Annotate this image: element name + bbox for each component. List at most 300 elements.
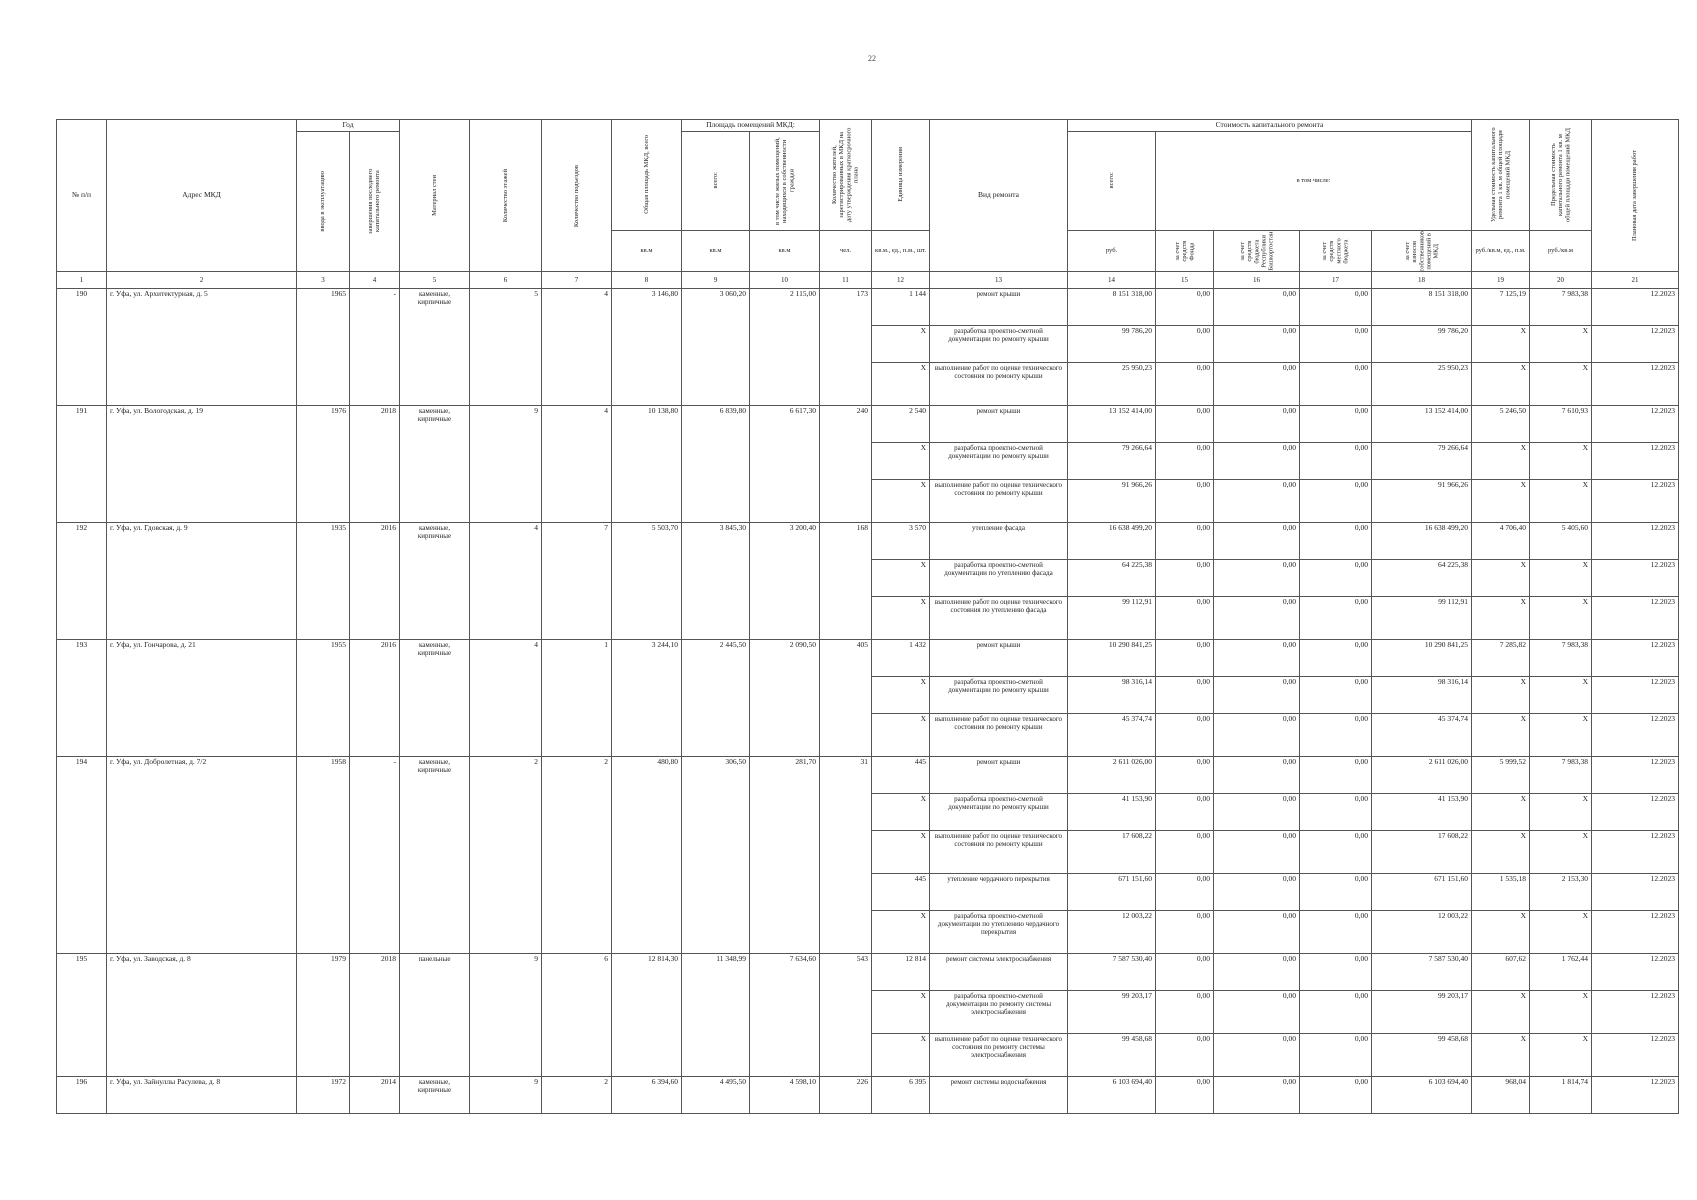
work-cost-owners: 25 950,23 bbox=[1372, 363, 1472, 406]
work-plan-date: 12.2023 bbox=[1592, 1077, 1679, 1114]
work-plan-date: 12.2023 bbox=[1592, 677, 1679, 714]
hdr-cost-total: всего: bbox=[1068, 131, 1156, 230]
unit-9: кв.м bbox=[682, 230, 750, 272]
work-unit-cost: X bbox=[1472, 1034, 1530, 1077]
work-plan-date: 12.2023 bbox=[1592, 954, 1679, 991]
row-year-built: 1958 bbox=[297, 757, 350, 954]
work-cost-republic: 0,00 bbox=[1214, 640, 1300, 677]
work-plan-date: 12.2023 bbox=[1592, 523, 1679, 560]
work-limit-cost: X bbox=[1530, 597, 1592, 640]
work-unit-cost: 4 706,40 bbox=[1472, 523, 1530, 560]
work-limit-cost: 1 762,44 bbox=[1530, 954, 1592, 991]
work-cost-total: 12 003,22 bbox=[1068, 911, 1156, 954]
work-cost-owners: 6 103 694,40 bbox=[1372, 1077, 1472, 1114]
work-unit-cost: 5 246,50 bbox=[1472, 406, 1530, 443]
work-type: разработка проектно-сметной документации по ремонту крыши bbox=[930, 677, 1068, 714]
row-entrances: 2 bbox=[542, 757, 612, 954]
work-cost-fund: 0,00 bbox=[1156, 991, 1214, 1034]
hdr-num: № п/п bbox=[57, 120, 107, 272]
hdr-cost-including: в том числе: bbox=[1156, 131, 1472, 230]
hdr-entrances: Количество подъездов bbox=[542, 120, 612, 272]
work-unit: X bbox=[872, 911, 930, 954]
work-limit-cost: 2 153,30 bbox=[1530, 874, 1592, 911]
row-entrances: 2 bbox=[542, 1077, 612, 1114]
row-area-total: 3 244,10 bbox=[612, 640, 682, 757]
unit-20: руб./кв.м bbox=[1530, 230, 1592, 272]
work-unit: X bbox=[872, 714, 930, 757]
work-type: ремонт системы электроснабжения bbox=[930, 954, 1068, 991]
work-unit-cost: 1 535,18 bbox=[1472, 874, 1530, 911]
work-unit: X bbox=[872, 560, 930, 597]
work-plan-date: 12.2023 bbox=[1592, 640, 1679, 677]
work-limit-cost: X bbox=[1530, 911, 1592, 954]
row-number: 195 bbox=[57, 954, 107, 1077]
row-residents: 173 bbox=[820, 289, 872, 406]
work-cost-total: 16 638 499,20 bbox=[1068, 523, 1156, 560]
row-premises-total: 3 060,20 bbox=[682, 289, 750, 406]
work-cost-total: 2 611 026,00 bbox=[1068, 757, 1156, 794]
hdr-unit-cost: Удельная стоимость капитального ремонта 1 кв. м общей площади помещений МКД bbox=[1472, 120, 1530, 231]
work-unit-cost: 7 285,82 bbox=[1472, 640, 1530, 677]
col-number: 17 bbox=[1300, 272, 1372, 289]
work-plan-date: 12.2023 bbox=[1592, 363, 1679, 406]
capital-repair-table bbox=[56, 119, 1679, 1114]
work-plan-date: 12.2023 bbox=[1592, 560, 1679, 597]
work-cost-local: 0,00 bbox=[1300, 831, 1372, 874]
row-premises-res: 2 090,50 bbox=[750, 640, 820, 757]
row-area-total: 12 814,30 bbox=[612, 954, 682, 1077]
work-cost-republic: 0,00 bbox=[1214, 757, 1300, 794]
work-cost-local: 0,00 bbox=[1300, 326, 1372, 363]
work-plan-date: 12.2023 bbox=[1592, 597, 1679, 640]
work-cost-owners: 7 587 530,40 bbox=[1372, 954, 1472, 991]
work-cost-owners: 98 316,14 bbox=[1372, 677, 1472, 714]
work-cost-owners: 671 151,60 bbox=[1372, 874, 1472, 911]
work-plan-date: 12.2023 bbox=[1592, 911, 1679, 954]
col-number: 12 bbox=[872, 272, 930, 289]
row-year-built: 1972 bbox=[297, 1077, 350, 1114]
work-limit-cost: X bbox=[1530, 794, 1592, 831]
work-unit: 12 814 bbox=[872, 954, 930, 991]
work-cost-total: 41 153,90 bbox=[1068, 794, 1156, 831]
hdr-unit: Единица измерения bbox=[872, 120, 930, 231]
work-cost-owners: 10 290 841,25 bbox=[1372, 640, 1472, 677]
col-number: 1 bbox=[57, 272, 107, 289]
work-unit: X bbox=[872, 363, 930, 406]
work-cost-republic: 0,00 bbox=[1214, 714, 1300, 757]
row-year-repair: - bbox=[350, 757, 400, 954]
work-unit-cost: X bbox=[1472, 597, 1530, 640]
table-row bbox=[57, 289, 1679, 326]
row-floors: 2 bbox=[470, 757, 542, 954]
work-cost-total: 45 374,74 bbox=[1068, 714, 1156, 757]
work-limit-cost: X bbox=[1530, 363, 1592, 406]
work-cost-republic: 0,00 bbox=[1214, 406, 1300, 443]
work-unit-cost: 607,62 bbox=[1472, 954, 1530, 991]
work-cost-local: 0,00 bbox=[1300, 757, 1372, 794]
work-cost-fund: 0,00 bbox=[1156, 954, 1214, 991]
work-cost-local: 0,00 bbox=[1300, 443, 1372, 480]
work-cost-local: 0,00 bbox=[1300, 874, 1372, 911]
row-floors: 5 bbox=[470, 289, 542, 406]
work-cost-total: 99 203,17 bbox=[1068, 991, 1156, 1034]
work-plan-date: 12.2023 bbox=[1592, 326, 1679, 363]
work-unit-cost: X bbox=[1472, 677, 1530, 714]
work-unit-cost: X bbox=[1472, 714, 1530, 757]
work-cost-local: 0,00 bbox=[1300, 954, 1372, 991]
work-cost-total: 99 112,91 bbox=[1068, 597, 1156, 640]
work-type: разработка проектно-сметной документации по утеплению чердачного перекрытия bbox=[930, 911, 1068, 954]
col-number: 6 bbox=[470, 272, 542, 289]
work-limit-cost: 7 983,38 bbox=[1530, 640, 1592, 677]
work-cost-local: 0,00 bbox=[1300, 523, 1372, 560]
col-number: 18 bbox=[1372, 272, 1472, 289]
row-premises-total: 4 495,50 bbox=[682, 1077, 750, 1114]
hdr-year-repair: завершения последнего капитального ремонта bbox=[350, 131, 400, 272]
work-cost-owners: 8 151 318,00 bbox=[1372, 289, 1472, 326]
work-cost-fund: 0,00 bbox=[1156, 1034, 1214, 1077]
hdr-premises-res: в том числе жилых помещений, находящихся в собственности граждан bbox=[750, 131, 820, 230]
work-cost-owners: 99 203,17 bbox=[1372, 991, 1472, 1034]
row-address: г. Уфа, ул. Вологодская, д. 19 bbox=[107, 406, 297, 523]
row-premises-res: 4 598,10 bbox=[750, 1077, 820, 1114]
hdr-cost-owners: за счет взносов собственников помещений в МКД bbox=[1372, 230, 1472, 272]
work-cost-owners: 16 638 499,20 bbox=[1372, 523, 1472, 560]
work-cost-fund: 0,00 bbox=[1156, 480, 1214, 523]
work-cost-fund: 0,00 bbox=[1156, 289, 1214, 326]
row-year-repair: 2018 bbox=[350, 954, 400, 1077]
hdr-premises: Площадь помещений МКД: bbox=[682, 120, 820, 132]
work-cost-republic: 0,00 bbox=[1214, 954, 1300, 991]
row-floors: 9 bbox=[470, 954, 542, 1077]
row-year-repair: - bbox=[350, 289, 400, 406]
work-type: выполнение работ по оценке технического состояния по утеплению фасада bbox=[930, 597, 1068, 640]
work-cost-total: 99 458,68 bbox=[1068, 1034, 1156, 1077]
hdr-cost-republic: за счет средств бюджета Республики Башкортостан bbox=[1214, 230, 1300, 272]
row-entrances: 6 bbox=[542, 954, 612, 1077]
work-limit-cost: X bbox=[1530, 714, 1592, 757]
work-limit-cost: X bbox=[1530, 991, 1592, 1034]
row-number: 194 bbox=[57, 757, 107, 954]
work-cost-owners: 64 225,38 bbox=[1372, 560, 1472, 597]
work-limit-cost: X bbox=[1530, 677, 1592, 714]
work-plan-date: 12.2023 bbox=[1592, 289, 1679, 326]
work-unit-cost: X bbox=[1472, 831, 1530, 874]
row-premises-res: 281,70 bbox=[750, 757, 820, 954]
work-cost-local: 0,00 bbox=[1300, 640, 1372, 677]
row-year-repair: 2014 bbox=[350, 1077, 400, 1114]
work-unit: X bbox=[872, 794, 930, 831]
row-number: 192 bbox=[57, 523, 107, 640]
work-cost-republic: 0,00 bbox=[1214, 289, 1300, 326]
work-cost-total: 64 225,38 bbox=[1068, 560, 1156, 597]
work-type: ремонт крыши bbox=[930, 640, 1068, 677]
work-cost-republic: 0,00 bbox=[1214, 911, 1300, 954]
work-cost-republic: 0,00 bbox=[1214, 363, 1300, 406]
work-unit-cost: X bbox=[1472, 326, 1530, 363]
col-number: 14 bbox=[1068, 272, 1156, 289]
work-cost-total: 671 151,60 bbox=[1068, 874, 1156, 911]
work-type: разработка проектно-сметной документации по ремонту системы электроснабжения bbox=[930, 991, 1068, 1034]
row-premises-total: 3 845,30 bbox=[682, 523, 750, 640]
work-unit: X bbox=[872, 443, 930, 480]
row-residents: 168 bbox=[820, 523, 872, 640]
table-row bbox=[57, 1077, 1679, 1114]
work-type: разработка проектно-сметной документации по ремонту крыши bbox=[930, 794, 1068, 831]
work-cost-owners: 99 112,91 bbox=[1372, 597, 1472, 640]
work-cost-local: 0,00 bbox=[1300, 991, 1372, 1034]
work-limit-cost: 7 983,38 bbox=[1530, 757, 1592, 794]
hdr-cost: Стоимость капитального ремонта bbox=[1068, 120, 1472, 132]
work-cost-total: 13 152 414,00 bbox=[1068, 406, 1156, 443]
work-type: разработка проектно-сметной документации по ремонту крыши bbox=[930, 326, 1068, 363]
work-unit: X bbox=[872, 480, 930, 523]
row-material: каменные, кирпичные bbox=[400, 523, 470, 640]
work-unit-cost: 5 999,52 bbox=[1472, 757, 1530, 794]
work-plan-date: 12.2023 bbox=[1592, 991, 1679, 1034]
work-cost-local: 0,00 bbox=[1300, 1077, 1372, 1114]
row-residents: 240 bbox=[820, 406, 872, 523]
row-area-total: 6 394,60 bbox=[612, 1077, 682, 1114]
row-material: каменные, кирпичные bbox=[400, 757, 470, 954]
work-cost-local: 0,00 bbox=[1300, 560, 1372, 597]
work-plan-date: 12.2023 bbox=[1592, 480, 1679, 523]
table-header bbox=[57, 120, 1679, 289]
work-plan-date: 12.2023 bbox=[1592, 406, 1679, 443]
row-address: г. Уфа, ул. Заводская, д. 8 bbox=[107, 954, 297, 1077]
work-cost-owners: 79 266,64 bbox=[1372, 443, 1472, 480]
work-cost-local: 0,00 bbox=[1300, 677, 1372, 714]
col-number: 16 bbox=[1214, 272, 1300, 289]
work-cost-republic: 0,00 bbox=[1214, 480, 1300, 523]
row-year-repair: 2016 bbox=[350, 523, 400, 640]
work-cost-owners: 17 608,22 bbox=[1372, 831, 1472, 874]
work-limit-cost: 1 814,74 bbox=[1530, 1077, 1592, 1114]
unit-12: кв.м., ед., п.м., шт. bbox=[872, 230, 930, 272]
work-plan-date: 12.2023 bbox=[1592, 794, 1679, 831]
work-unit-cost: X bbox=[1472, 480, 1530, 523]
work-cost-republic: 0,00 bbox=[1214, 443, 1300, 480]
work-unit: X bbox=[872, 1034, 930, 1077]
work-cost-total: 79 266,64 bbox=[1068, 443, 1156, 480]
row-material: каменные, кирпичные bbox=[400, 640, 470, 757]
work-plan-date: 12.2023 bbox=[1592, 443, 1679, 480]
hdr-material: Материал стен bbox=[400, 120, 470, 272]
row-material: каменные, кирпичные bbox=[400, 406, 470, 523]
work-cost-republic: 0,00 bbox=[1214, 831, 1300, 874]
work-cost-republic: 0,00 bbox=[1214, 523, 1300, 560]
work-cost-owners: 91 966,26 bbox=[1372, 480, 1472, 523]
work-cost-republic: 0,00 bbox=[1214, 794, 1300, 831]
work-type: выполнение работ по оценке технического состояния по ремонту крыши bbox=[930, 831, 1068, 874]
row-area-total: 480,80 bbox=[612, 757, 682, 954]
work-cost-owners: 45 374,74 bbox=[1372, 714, 1472, 757]
work-cost-republic: 0,00 bbox=[1214, 991, 1300, 1034]
hdr-premises-total: всего: bbox=[682, 131, 750, 230]
work-cost-fund: 0,00 bbox=[1156, 363, 1214, 406]
work-unit-cost: X bbox=[1472, 991, 1530, 1034]
work-unit: X bbox=[872, 597, 930, 640]
work-plan-date: 12.2023 bbox=[1592, 874, 1679, 911]
work-unit-cost: X bbox=[1472, 794, 1530, 831]
page-number: 22 bbox=[868, 54, 876, 63]
work-cost-total: 99 786,20 bbox=[1068, 326, 1156, 363]
work-type: ремонт системы водоснабжения bbox=[930, 1077, 1068, 1114]
row-premises-res: 6 617,30 bbox=[750, 406, 820, 523]
row-year-repair: 2018 bbox=[350, 406, 400, 523]
row-address: г. Уфа, ул. Добролетная, д. 7/2 bbox=[107, 757, 297, 954]
work-cost-total: 17 608,22 bbox=[1068, 831, 1156, 874]
row-floors: 4 bbox=[470, 523, 542, 640]
row-residents: 226 bbox=[820, 1077, 872, 1114]
work-cost-republic: 0,00 bbox=[1214, 677, 1300, 714]
work-cost-republic: 0,00 bbox=[1214, 874, 1300, 911]
work-unit: X bbox=[872, 991, 930, 1034]
work-cost-fund: 0,00 bbox=[1156, 597, 1214, 640]
work-cost-local: 0,00 bbox=[1300, 1034, 1372, 1077]
work-cost-fund: 0,00 bbox=[1156, 677, 1214, 714]
work-limit-cost: X bbox=[1530, 443, 1592, 480]
row-area-total: 10 138,80 bbox=[612, 406, 682, 523]
row-area-total: 3 146,80 bbox=[612, 289, 682, 406]
work-unit: 1 144 bbox=[872, 289, 930, 326]
work-cost-owners: 99 786,20 bbox=[1372, 326, 1472, 363]
unit-8: кв.м bbox=[612, 230, 682, 272]
work-cost-fund: 0,00 bbox=[1156, 831, 1214, 874]
col-number: 21 bbox=[1592, 272, 1679, 289]
unit-11: чел. bbox=[820, 230, 872, 272]
work-cost-republic: 0,00 bbox=[1214, 1077, 1300, 1114]
row-area-total: 5 503,70 bbox=[612, 523, 682, 640]
work-cost-local: 0,00 bbox=[1300, 597, 1372, 640]
row-entrances: 4 bbox=[542, 289, 612, 406]
unit-10: кв.м bbox=[750, 230, 820, 272]
hdr-cost-local: за счет средств местного бюджета bbox=[1300, 230, 1372, 272]
work-cost-local: 0,00 bbox=[1300, 406, 1372, 443]
unit-14: руб. bbox=[1068, 230, 1156, 272]
col-number: 2 bbox=[107, 272, 297, 289]
row-number: 196 bbox=[57, 1077, 107, 1114]
work-unit: 3 570 bbox=[872, 523, 930, 560]
work-unit: 1 432 bbox=[872, 640, 930, 677]
row-address: г. Уфа, ул. Зайнуллы Расулева, д. 8 bbox=[107, 1077, 297, 1114]
work-unit-cost: X bbox=[1472, 443, 1530, 480]
work-cost-fund: 0,00 bbox=[1156, 874, 1214, 911]
hdr-residents: Количество жителей, зарегистрированных в МКД на дату утверждения краткосрочного плана bbox=[820, 120, 872, 231]
work-unit: 445 bbox=[872, 874, 930, 911]
work-type: ремонт крыши bbox=[930, 406, 1068, 443]
table-row bbox=[57, 523, 1679, 560]
work-type: выполнение работ по оценке технического состояния по ремонту крыши bbox=[930, 714, 1068, 757]
hdr-address: Адрес МКД bbox=[107, 120, 297, 272]
row-premises-res: 2 115,00 bbox=[750, 289, 820, 406]
row-entrances: 4 bbox=[542, 406, 612, 523]
row-premises-total: 306,50 bbox=[682, 757, 750, 954]
row-premises-total: 11 348,99 bbox=[682, 954, 750, 1077]
work-plan-date: 12.2023 bbox=[1592, 757, 1679, 794]
hdr-cost-fund: за счет средств Фонда bbox=[1156, 230, 1214, 272]
row-material: панельные bbox=[400, 954, 470, 1077]
work-limit-cost: X bbox=[1530, 326, 1592, 363]
row-year-built: 1976 bbox=[297, 406, 350, 523]
col-number: 3 bbox=[297, 272, 350, 289]
hdr-work-type: Вид ремонта bbox=[930, 120, 1068, 272]
work-limit-cost: X bbox=[1530, 560, 1592, 597]
work-cost-owners: 13 152 414,00 bbox=[1372, 406, 1472, 443]
row-floors: 9 bbox=[470, 1077, 542, 1114]
row-premises-total: 2 445,50 bbox=[682, 640, 750, 757]
work-cost-total: 91 966,26 bbox=[1068, 480, 1156, 523]
col-number: 8 bbox=[612, 272, 682, 289]
col-number: 13 bbox=[930, 272, 1068, 289]
work-unit: 445 bbox=[872, 757, 930, 794]
table-row bbox=[57, 954, 1679, 991]
table-body bbox=[57, 289, 1679, 1114]
row-entrances: 1 bbox=[542, 640, 612, 757]
work-cost-total: 6 103 694,40 bbox=[1068, 1077, 1156, 1114]
hdr-year: Год bbox=[297, 120, 400, 132]
row-address: г. Уфа, ул. Гончарова, д. 21 bbox=[107, 640, 297, 757]
work-cost-republic: 0,00 bbox=[1214, 560, 1300, 597]
col-number: 20 bbox=[1530, 272, 1592, 289]
work-cost-fund: 0,00 bbox=[1156, 757, 1214, 794]
col-number: 9 bbox=[682, 272, 750, 289]
table-row bbox=[57, 406, 1679, 443]
work-cost-local: 0,00 bbox=[1300, 363, 1372, 406]
table-row bbox=[57, 640, 1679, 677]
work-cost-fund: 0,00 bbox=[1156, 443, 1214, 480]
work-limit-cost: 7 610,93 bbox=[1530, 406, 1592, 443]
work-unit-cost: X bbox=[1472, 560, 1530, 597]
work-type: утепление фасада bbox=[930, 523, 1068, 560]
work-limit-cost: X bbox=[1530, 480, 1592, 523]
row-premises-res: 7 634,60 bbox=[750, 954, 820, 1077]
work-type: выполнение работ по оценке технического состояния по ремонту крыши bbox=[930, 363, 1068, 406]
work-type: ремонт крыши bbox=[930, 757, 1068, 794]
work-unit: X bbox=[872, 326, 930, 363]
work-cost-republic: 0,00 bbox=[1214, 326, 1300, 363]
work-plan-date: 12.2023 bbox=[1592, 1034, 1679, 1077]
work-type: выполнение работ по оценке технического состояния по ремонту крыши bbox=[930, 480, 1068, 523]
row-address: г. Уфа, ул. Архитектурная, д. 5 bbox=[107, 289, 297, 406]
col-number: 19 bbox=[1472, 272, 1530, 289]
row-number: 191 bbox=[57, 406, 107, 523]
row-residents: 543 bbox=[820, 954, 872, 1077]
work-cost-owners: 12 003,22 bbox=[1372, 911, 1472, 954]
col-number: 5 bbox=[400, 272, 470, 289]
work-type: выполнение работ по оценке технического состояния по ремонту системы электроснабжения bbox=[930, 1034, 1068, 1077]
row-premises-res: 3 200,40 bbox=[750, 523, 820, 640]
work-type: разработка проектно-сметной документации по ремонту крыши bbox=[930, 443, 1068, 480]
work-cost-owners: 41 153,90 bbox=[1372, 794, 1472, 831]
row-premises-total: 6 839,80 bbox=[682, 406, 750, 523]
row-year-repair: 2016 bbox=[350, 640, 400, 757]
row-floors: 9 bbox=[470, 406, 542, 523]
col-number: 10 bbox=[750, 272, 820, 289]
work-unit: X bbox=[872, 677, 930, 714]
row-entrances: 7 bbox=[542, 523, 612, 640]
work-cost-fund: 0,00 bbox=[1156, 523, 1214, 560]
work-cost-total: 8 151 318,00 bbox=[1068, 289, 1156, 326]
work-limit-cost: X bbox=[1530, 1034, 1592, 1077]
work-cost-total: 25 950,23 bbox=[1068, 363, 1156, 406]
hdr-floors: Количество этажей bbox=[470, 120, 542, 272]
work-unit: 6 395 bbox=[872, 1077, 930, 1114]
work-cost-local: 0,00 bbox=[1300, 289, 1372, 326]
work-cost-total: 98 316,14 bbox=[1068, 677, 1156, 714]
row-floors: 4 bbox=[470, 640, 542, 757]
work-limit-cost: X bbox=[1530, 831, 1592, 874]
